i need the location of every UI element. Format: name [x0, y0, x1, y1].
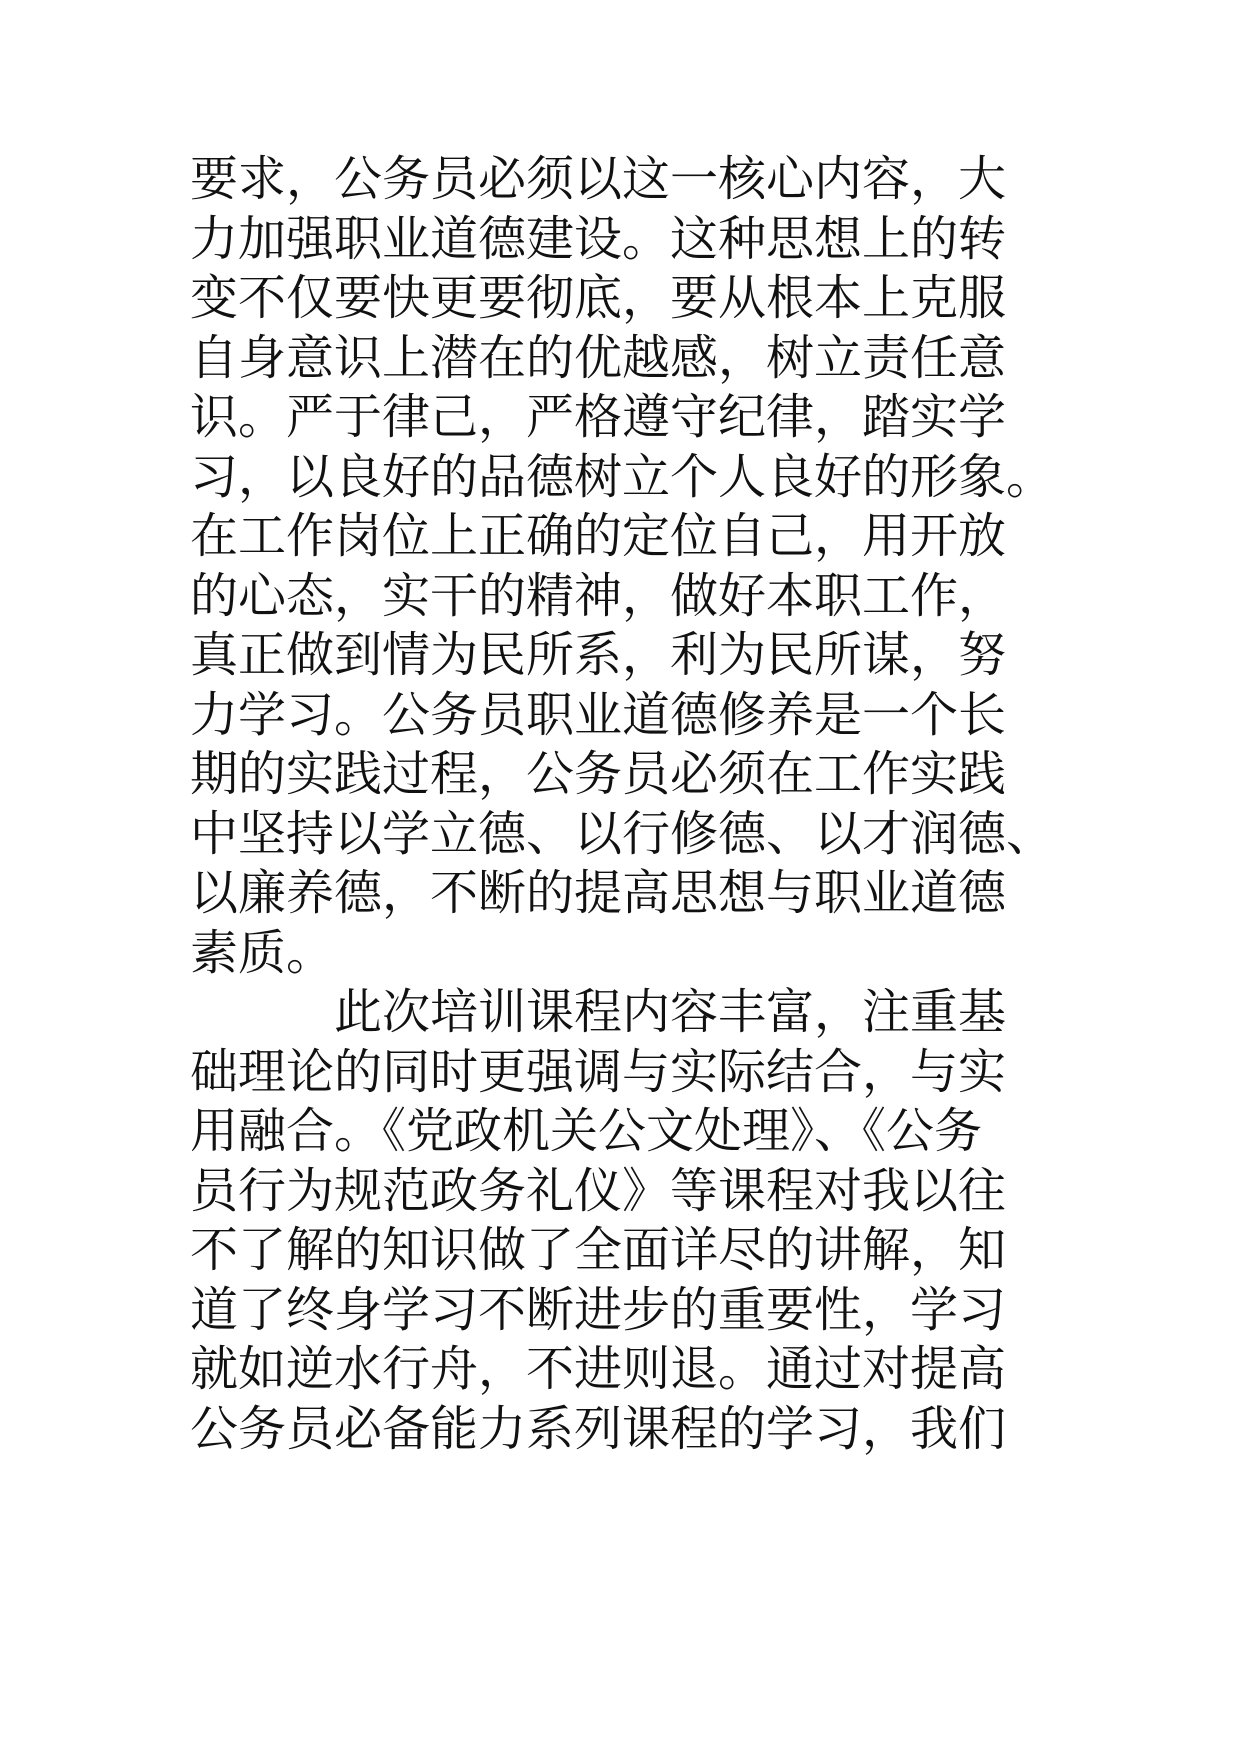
text-line: 道了终身学习不断进步的重要性，学习	[190, 1281, 1007, 1338]
body-text	[190, 150, 1060, 1459]
text-line: 员行为规范政务礼仪》等课程对我以往	[190, 1162, 1007, 1219]
text-line: 变不仅要快更要彻底，要从根本上克服	[190, 270, 1007, 326]
text-line: 真正做到情为民所系，利为民所谋，努	[190, 627, 1007, 683]
text-line: 习，以良好的品德树立个人良好的形象。	[190, 448, 1055, 505]
text-line: 期的实践过程，公务员必须在工作实践	[190, 746, 1007, 802]
text-line: 自身意识上潜在的优越感，树立责任意	[190, 329, 1007, 386]
text-line: 以廉养德，不断的提高思想与职业道德	[190, 865, 1007, 921]
text-line: 就如逆水行舟，不进则退。通过对提高	[190, 1341, 1007, 1397]
text-line: 力加强职业道德建设。这种思想上的转	[190, 210, 1007, 267]
text-line: 力学习。公务员职业道德修养是一个长	[190, 686, 1007, 743]
text-line: 的心态，实干的精神，做好本职工作，	[190, 567, 1007, 624]
paragraph-2	[190, 983, 1060, 1459]
text-line: 公务员必备能力系列课程的学习，我们	[190, 1400, 1007, 1457]
text-line: 识。严于律己，严格遵守纪律，踏实学	[190, 389, 1007, 445]
text-line: 用融合。《党政机关公文处理》、《公务	[190, 1103, 983, 1159]
text-line: 中坚持以学立德、以行修德、以才润德、	[190, 805, 1055, 862]
paragraph-1	[190, 150, 1060, 983]
text-line-indented: 此次培训课程内容丰富，注重基	[334, 984, 1007, 1040]
text-line: 要求，公务员必须以这一核心内容，大	[190, 151, 1007, 207]
text-line: 素质。	[190, 924, 335, 981]
text-line: 不了解的知识做了全面详尽的讲解，知	[190, 1222, 1007, 1278]
text-line: 在工作岗位上正确的定位自己，用开放	[190, 508, 1007, 564]
text-line: 础理论的同时更强调与实际结合，与实	[190, 1043, 1007, 1100]
